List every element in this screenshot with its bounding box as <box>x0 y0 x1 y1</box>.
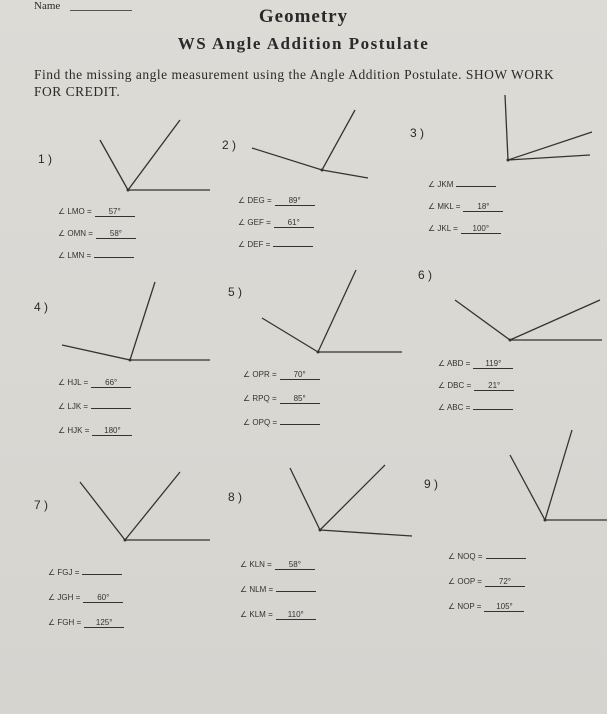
problem-1-number: 1 ) <box>38 152 53 166</box>
p7-row-1: ∠ FGJ = <box>48 568 122 577</box>
p7-row-3: ∠ FGH = 125° <box>48 618 124 628</box>
problem-4-number: 4 ) <box>34 300 49 314</box>
figure-7-angle <box>80 472 210 540</box>
figure-9-angle <box>510 430 607 520</box>
p3-row-1: ∠ JKM <box>428 180 496 189</box>
p8-row-1: ∠ KLN = 58° <box>240 560 315 570</box>
figure-1-angle <box>100 120 210 190</box>
figure-8-angle <box>290 465 412 536</box>
problem-5-number: 5 ) <box>228 285 243 299</box>
figure-4-angle <box>62 282 210 360</box>
p5-row-2: ∠ RPQ = 85° <box>243 394 320 404</box>
p6-row-3: ∠ ABC = <box>438 403 513 412</box>
p8-row-3: ∠ KLM = 110° <box>240 610 316 620</box>
p5-row-3: ∠ OPQ = <box>243 418 320 427</box>
p7-row-2: ∠ JGH = 60° <box>48 593 123 603</box>
p4-row-2: ∠ LJK = <box>58 402 131 411</box>
worksheet-subtitle: WS Angle Addition Postulate <box>177 34 430 53</box>
p5-row-1: ∠ OPR = 70° <box>243 370 320 380</box>
problem-6-number: 6 ) <box>418 268 433 282</box>
p9-row-1: ∠ NOQ = <box>448 552 526 561</box>
problem-8-number: 8 ) <box>228 490 243 504</box>
p8-row-2: ∠ NLM = <box>240 585 316 594</box>
p2-row-3: ∠ DEF = <box>238 240 313 249</box>
p9-row-2: ∠ OOP = 72° <box>448 577 525 587</box>
p4-row-1: ∠ HJL = 66° <box>58 378 131 388</box>
problem-2-number: 2 ) <box>222 138 237 152</box>
p4-row-3: ∠ HJK = 180° <box>58 426 132 436</box>
instructions: Find the missing angle measurement using the Angle Addition Postulate. SHOW WORK FOR CREDIT. <box>34 67 555 99</box>
p3-row-2: ∠ MKL = 18° <box>428 202 503 212</box>
p6-row-1: ∠ ABD = 119° <box>438 359 513 369</box>
problem-3-number: 3 ) <box>410 126 425 140</box>
figure-3-angle <box>505 95 592 160</box>
problem-7-number: 7 ) <box>34 498 49 512</box>
figure-2-angle <box>252 110 368 178</box>
p2-row-2: ∠ GEF = 61° <box>238 218 314 228</box>
p1-row-2: ∠ OMN = 58° <box>58 229 136 239</box>
figure-5-angle <box>262 270 402 352</box>
p3-row-3: ∠ JKL = 100° <box>428 224 501 234</box>
figure-6-angle <box>455 300 602 340</box>
p9-row-3: ∠ NOP = 105° <box>448 602 524 612</box>
problem-9-number: 9 ) <box>424 477 439 491</box>
name-label: Name <box>34 0 61 12</box>
p1-row-1: ∠ LMO = 57° <box>58 207 135 217</box>
p1-row-3: ∠ LMN = <box>58 251 134 260</box>
worksheet-title: Geometry <box>258 6 349 27</box>
p6-row-2: ∠ DBC = 21° <box>438 381 514 391</box>
p2-row-1: ∠ DEG = 89° <box>238 196 315 206</box>
